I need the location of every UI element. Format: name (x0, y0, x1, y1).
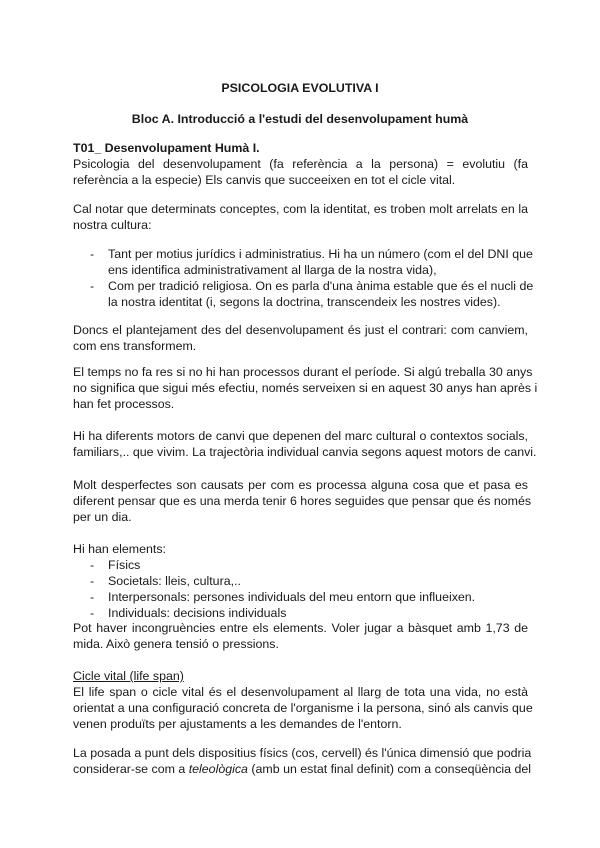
paragraph-line: com ens transformem. (73, 339, 197, 353)
document-title: PSICOLOGIA EVOLUTIVA I (221, 81, 379, 95)
paragraph-line: per un dia. (73, 510, 132, 524)
list-item-line: ens identifica administrativament al llarga de la nostra vida), (108, 263, 437, 277)
paragraph-line: La posada a punt dels dispositius físics (cos, cervell) és l'única dimensió que podria (73, 746, 532, 760)
list-bullet: - (90, 247, 95, 261)
list-bullet: - (90, 574, 95, 588)
section-heading: T01_ Desenvolupament Humà I. (73, 141, 260, 155)
paragraph-line: El temps no fa res si no hi han processos durant el període. Si algú treballa 30 anys (73, 365, 533, 379)
paragraph-line: Doncs el plantejament des del desenvolupament és just el contrari: com canviem, (73, 323, 528, 337)
italic-term: teleològica (188, 762, 248, 776)
subheading: Cicle vital (life span) (73, 669, 184, 683)
paragraph-line (73, 761, 532, 777)
text-run: considerar-se com a (73, 762, 189, 776)
list-bullet: - (90, 558, 95, 572)
list-bullet: - (90, 279, 95, 293)
document-subtitle: Bloc A. Introducció a l'estudi del desenvolupament humà (131, 112, 469, 126)
paragraph-line: Hi han elements: (73, 542, 166, 556)
paragraph-line: Psicologia del desenvolupament (fa referència a la persona) = evolutiu (fa (73, 157, 528, 171)
list-item: Físics (108, 558, 141, 572)
list-item: Societals: lleis, cultura,.. (108, 574, 241, 588)
list-item-line: Tant per motius jurídics i administratius. Hi ha un número (com el del DNI que (108, 247, 533, 261)
list-bullet: - (90, 590, 95, 604)
paragraph-line: El life span o cicle vital és el desenvolupament al llarg de tota una vida, no està (73, 685, 528, 699)
paragraph-line: Cal notar que determinats conceptes, com la identitat, es troben molt arrelats en la (73, 202, 528, 216)
paragraph-line: familiars,.. que vivim. La trajectòria individual canvia segons aquest motors de canvi. (73, 445, 537, 459)
paragraph-line: han fet processos. (73, 397, 175, 411)
paragraph-line: orientat a una configuració concreta de l'organisme i la persona, sinó als canvis que (73, 701, 533, 715)
list-item: Interpersonals: persones individuals del meu entorn que influeixen. (108, 590, 476, 604)
paragraph-line: Molt desperfectes son causats per com es processa alguna cosa que et pasa es (73, 478, 528, 492)
paragraph-line: Hi ha diferents motors de canvi que depenen del marc cultural o contextos socials, (73, 429, 528, 443)
list-item-line: Com per tradició religiosa. On es parla d'una ànima estable que és el nucli de (108, 279, 534, 293)
text-run: (amb un estat final definit) com a conseqüència del (247, 762, 532, 776)
paragraph-line: nostra cultura: (73, 218, 152, 232)
paragraph-line: venen produïts per ajustaments a les demandes de l'entorn. (73, 717, 402, 731)
list-item-line: la nostra identitat (i, segons la doctrina, transcendeix les nostres vides). (108, 295, 501, 309)
list-item: Individuals: decisions individuals (108, 606, 287, 620)
paragraph-line: Pot haver incongruències entre els elements. Voler jugar a bàsquet amb 1,73 de (73, 621, 528, 635)
paragraph-line: no significa que sigui més efectiu, només serveixen si en aquest 30 anys han après i (73, 381, 538, 395)
paragraph-line: mida. Això genera tensió o pressions. (73, 637, 279, 651)
paragraph-line: referència a la especie) Els canvis que succeeixen en tot el cicle vital. (73, 173, 456, 187)
list-bullet: - (90, 606, 95, 620)
paragraph-line: diferent pensar que es una merda tenir 6 hores seguides que pensar que és només (73, 494, 532, 508)
